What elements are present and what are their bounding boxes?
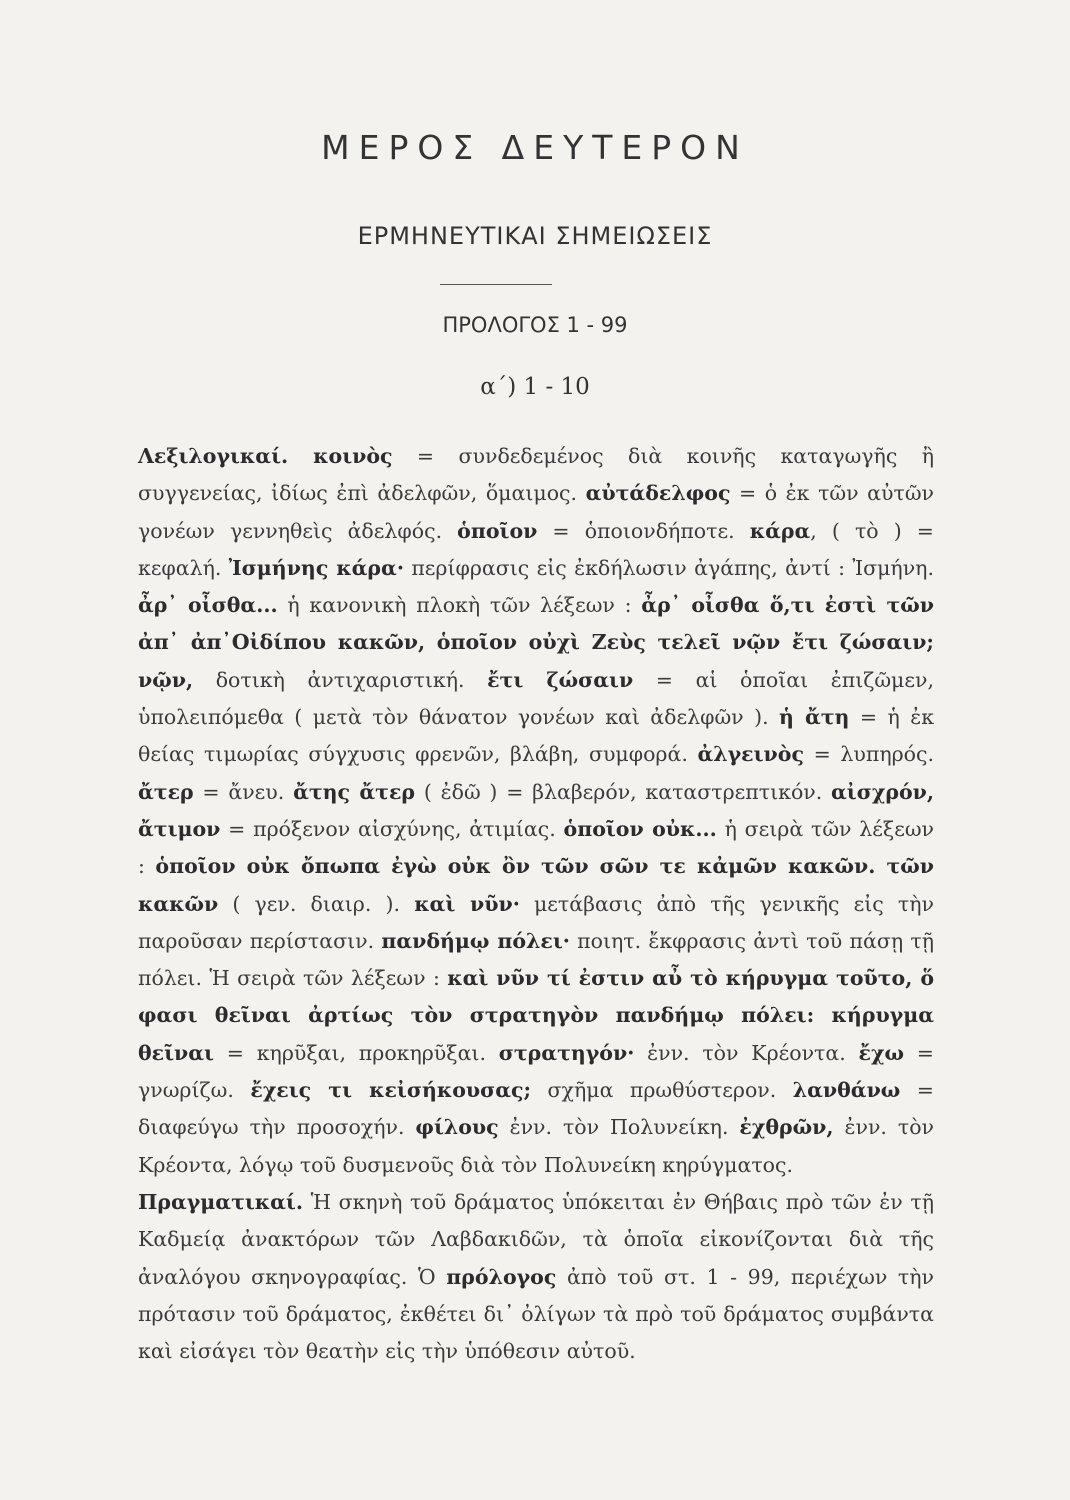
note-text: ποιητ. ἔκφρασις ἀντὶ τοῦ πάσῃ τῇ πόλει. Ἡ σειρὰ τῶν λέξεων : xyxy=(138,928,934,991)
bold-term: φίλους xyxy=(415,1115,499,1140)
bold-term: κάρα xyxy=(749,518,811,543)
note-text: = αἱ ὁποῖαι ἐπιζῶμεν, ὑπολειπόμεθα ( μετὰ τὸν θάνατον γονέων καὶ ἀδελφῶν ). xyxy=(138,667,934,730)
note-text: = γνωρίζω. xyxy=(138,1040,934,1103)
note-text: ( γεν. διαιρ. ). xyxy=(218,891,415,916)
bold-term: Ἰσμήνης κάρα· xyxy=(228,555,404,580)
prologue-heading: ΠΡΟΛΟΓΟΣ 1 - 99 xyxy=(442,313,628,337)
lexical-notes-paragraph xyxy=(138,438,934,1184)
bold-term: πρόλογος xyxy=(446,1264,557,1289)
part-title: ΜΕΡΟΣ ΔΕΥΤΕΡΟΝ xyxy=(321,128,749,167)
note-text: = συνδεδεμένος διὰ κοινῆς καταγωγῆς ἢ συγγενείας, ἰδίως ἐπὶ ἀδελφῶν, ὅμαιμος. xyxy=(138,444,935,506)
bold-term: καὶ νῦν τί ἐστιν αὖ τὸ κήρυγμα τοῦτο, ὅ φασι θεῖναι ἀρτίως τὸν στρατηγὸν πανδήμῳ πόλει: κήρυγμα θεῖναι xyxy=(138,966,934,1065)
bold-term: αὐτάδελφος xyxy=(585,481,731,506)
bold-term: στρατηγόν· xyxy=(498,1040,635,1065)
note-text: = λυπηρός. xyxy=(803,742,934,767)
note-text: Ἡ σκηνὴ τοῦ δράματος ὑπόκειται ἐν Θήβαις πρὸ τῶν ἐν τῇ Καδμείᾳ ἀνακτόρων τῶν Λαβδακιδῶν, τὰ ὁποῖα εἰκονίζονται διὰ τῆς ἀναλόγου σκηνογραφίας. Ὁ xyxy=(138,1189,934,1289)
note-text: = ἡ ἐκ θείας τιμωρίας σύγχυσις φρενῶν, βλάβη, συμφορά. xyxy=(138,705,935,767)
note-text: = πρόξενον αἰσχύνης, ἀτιμίας. xyxy=(220,816,564,841)
bold-term: ἀλγεινὸς xyxy=(697,742,804,767)
note-text: = ὁ ἐκ τῶν αὐτῶν γονέων γεννηθεὶς ἀδελφός. xyxy=(138,481,935,543)
bold-term: ἡ ἄτη xyxy=(779,705,850,730)
body-text xyxy=(138,438,934,1370)
note-text: μετάβασις ἀπὸ τῆς γενικῆς εἰς τὴν παροῦσαν περίστασιν. xyxy=(138,891,934,953)
note-text: ( ἐδῶ ) = βλαβερόν, καταστρεπτικόν. xyxy=(415,779,832,804)
note-text: ἐνν. τὸν Πολυνείκη. xyxy=(498,1115,740,1140)
bold-term: πανδήμῳ πόλει· xyxy=(381,928,570,953)
note-text: = διαφεύγω τὴν προσοχήν. xyxy=(138,1078,934,1140)
bold-term: ἄτης ἄτερ xyxy=(293,779,416,804)
note-text: = ἄνευ. xyxy=(193,779,294,804)
note-text: δοτικὴ ἀντιχαριστική. xyxy=(193,667,488,692)
bold-term: ἐχθρῶν, xyxy=(739,1115,834,1140)
note-text: ἀπὸ τοῦ στ. 1 - 99, περιέχων τὴν πρότασιν τοῦ δράματος, ἐκθέτει δι᾽ ὀλίγων τὰ πρὸ τοῦ δράματος συμβάντα καὶ εἰσάγει τὸν θεατὴν εἰς τὴν ὑπόθεσιν αὐτοῦ. xyxy=(138,1264,934,1364)
bold-term: ἔχεις τι κεἰσήκουσας; xyxy=(250,1078,532,1103)
bold-term: αἰσχρόν, ἄτιμον xyxy=(138,779,934,841)
section-title: ΕΡΜΗΝΕΥΤΙΚΑΙ ΣΗΜΕΙΩΣΕΙΣ xyxy=(357,222,713,250)
note-text: περίφρασις εἰς ἐκδήλωσιν ἀγάπης, ἀντί : Ἰσμήνη. xyxy=(403,555,934,580)
bold-term: ἔτι ζώσαιν xyxy=(487,667,634,692)
bold-term: λανθάνω xyxy=(792,1078,901,1103)
bold-term: ὁποῖον οὐκ... xyxy=(563,816,717,841)
bold-term: Πραγματικαί. xyxy=(138,1189,303,1214)
note-text: ἡ σειρὰ τῶν λέξεων : xyxy=(138,816,935,879)
title-rule xyxy=(440,284,552,285)
bold-term: κοινὸς xyxy=(313,444,393,468)
bold-term: καὶ νῦν· xyxy=(414,891,520,916)
bold-term: ἄτερ xyxy=(138,779,194,804)
bold-term: Λεξιλογικαί. xyxy=(138,444,314,468)
note-text: ἡ κανονικὴ πλοκὴ τῶν λέξεων : xyxy=(277,593,642,618)
note-text: σχῆμα πρωθύστερον. xyxy=(531,1078,793,1103)
note-text: = κηρῦξαι, προκηρῦξαι. xyxy=(213,1040,499,1065)
bold-term: ἆρ᾽ οἶσθα ὅ,τι ἐστὶ τῶν ἀπ᾽ ἀπ᾽Οἰδίπου κακῶν, ὁποῖον οὐχὶ Ζεὺς τελεῖ νῷν ἔτι ζώσαιν; νῷν, xyxy=(138,593,934,692)
bold-term: ὁποῖον οὐκ ὄπωπα ἐγὼ οὐκ ὂν τῶν σῶν τε κἀμῶν κακῶν. τῶν κακῶν xyxy=(138,854,934,916)
bold-term: ὁποῖον xyxy=(457,518,538,543)
note-text: , ( τὸ ) = κεφαλή. xyxy=(138,518,934,580)
factual-notes-paragraph xyxy=(138,1184,934,1370)
bold-term: ἔχω xyxy=(858,1040,905,1065)
note-text: ἐνν. τὸν Κρέοντα. xyxy=(634,1040,859,1065)
note-text: ἐνν. τὸν Κρέοντα, λόγῳ τοῦ δυσμενοῦς διὰ τὸν Πολυνείκη κηρύγματος. xyxy=(138,1115,935,1177)
bold-term: ἆρ᾽ οἶσθα... xyxy=(138,593,278,618)
subsection-heading: α΄) 1 - 10 xyxy=(480,374,590,400)
note-text: = ὁποιονδήποτε. xyxy=(537,518,750,543)
